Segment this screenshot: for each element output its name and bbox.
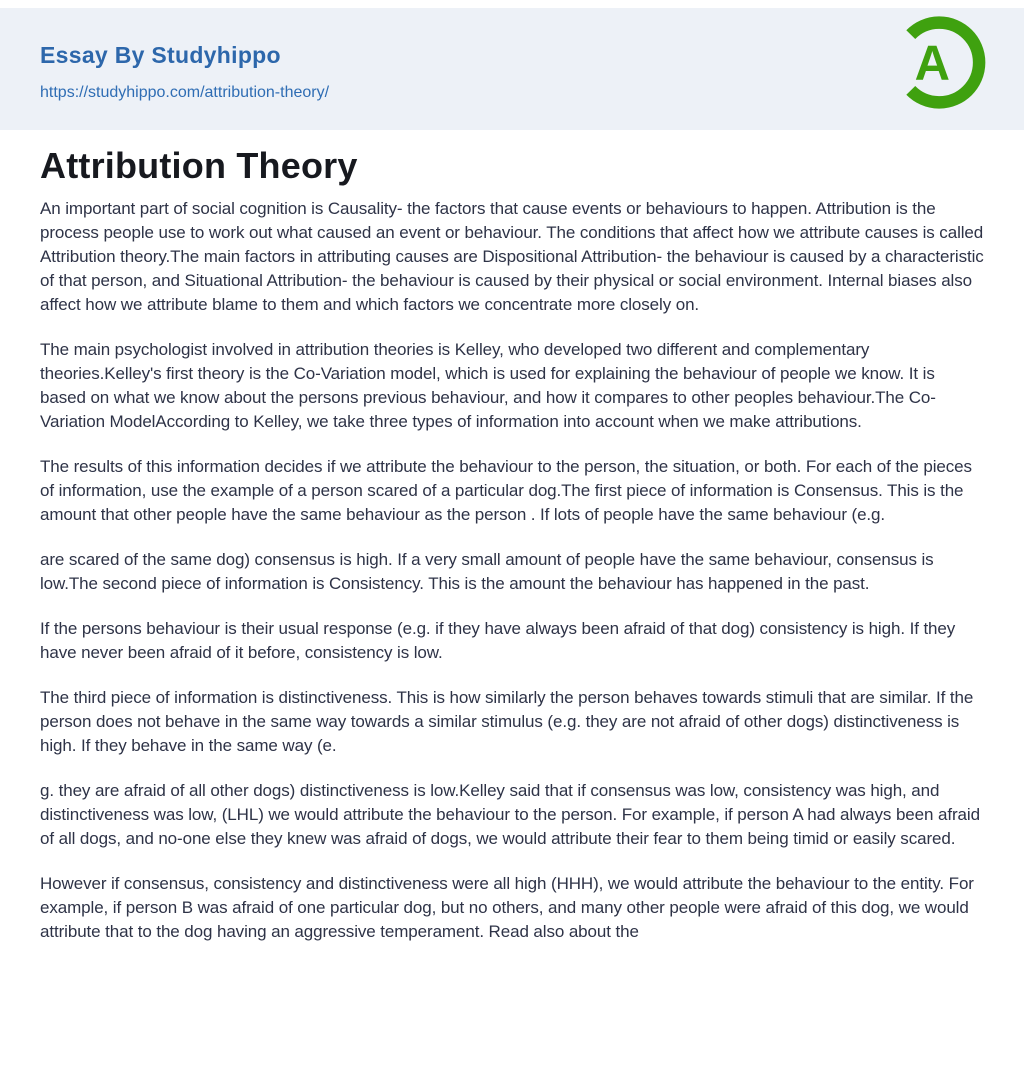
logo-letter: A <box>914 36 950 91</box>
article-body <box>40 197 984 944</box>
paragraph: An important part of social cognition is Causality- the factors that cause events or behaviours to happen. Attribution is the process people use to work out what caused an event or behaviour. The conditions that affect how we attribute causes is called Attribution theory.The main factors in attributing causes are Dispositional Attribution- the behaviour is caused by a characteristic of that person, and Situational Attribution- the behaviour is caused by their physical or social environment. Internal biases also affect how we attribute blame to them and which factors we concentrate more closely on. <box>40 199 984 314</box>
brand-title: Essay By Studyhippo <box>40 42 281 68</box>
paragraph: are scared of the same dog) consensus is high. If a very small amount of people have the same behaviour, consensus is low.The second piece of information is Consistency. This is the amount the behaviour has happened in the past. <box>40 550 934 593</box>
page-title: Attribution Theory <box>40 145 358 186</box>
studyhippo-logo <box>891 14 987 111</box>
paragraph: The third piece of information is distinctiveness. This is how similarly the person behaves towards stimuli that are similar. If the person does not behave in the same way towards a similar stimulus (e.g. they are not afraid of other dogs) distinctiveness is high. If they behave in the same way (e. <box>40 688 974 755</box>
article <box>0 130 1024 965</box>
source-url-link[interactable]: https://studyhippo.com/attribution-theory/ <box>40 84 330 101</box>
paragraph: g. they are afraid of all other dogs) distinctiveness is low.Kelley said that if consensus was low, consistency was high, and distinctiveness was low, (LHL) we would attribute the behaviour to the person. For example, if person A had always been afraid of all dogs, and no-one else they knew was afraid of dogs, we would attribute their fear to them being timid or easily scared. <box>40 781 980 848</box>
paragraph: If the persons behaviour is their usual response (e.g. if they have always been afraid of that dog) consistency is high. If they have never been afraid of it before, consistency is low. <box>40 619 956 662</box>
page-header <box>0 8 1024 130</box>
paragraph: However if consensus, consistency and distinctiveness were all high (HHH), we would attribute the behaviour to the entity. For example, if person B was afraid of one particular dog, but no others, and many other people were afraid of this dog, we would attribute that to the dog having an aggressive temperament. Read also about the <box>40 874 974 941</box>
paragraph: The main psychologist involved in attribution theories is Kelley, who developed two different and complementary theories.Kelley's first theory is the Co-Variation model, which is used for explaining the behaviour of people we know. It is based on what we know about the persons previous behaviour, and how it compares to other peoples behaviour.The Co-Variation ModelAccording to Kelley, we take three types of information into account when we make attributions. <box>40 340 936 431</box>
open-circle-arc-icon <box>891 14 987 111</box>
paragraph: The results of this information decides if we attribute the behaviour to the person, the situation, or both. For each of the pieces of information, use the example of a person scared of a particular dog.The first piece of information is Consensus. This is the amount that other people have the same behaviour as the person . If lots of people have the same behaviour (e.g. <box>40 457 972 524</box>
